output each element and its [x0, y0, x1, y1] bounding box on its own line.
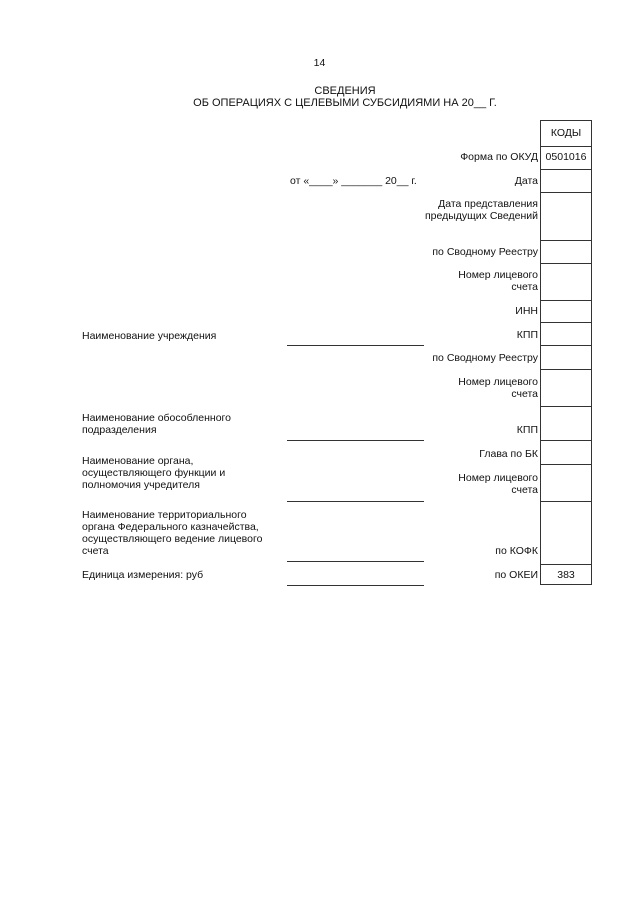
- page-subtitle: ОБ ОПЕРАЦИЯХ С ЦЕЛЕВЫМИ СУБСИДИЯМИ НА 20__ Г.: [193, 97, 497, 109]
- label-kpp-2: КПП: [516, 424, 538, 436]
- label-founder-body: Наименование органа, осуществляющего функции и полномочия учредителя: [82, 455, 226, 491]
- label-kofk: по КОФК: [495, 545, 538, 557]
- label-treasury-body: Наименование территориального органа Федерального казначейства, осуществляющего ведение лицевого счета: [82, 509, 263, 557]
- code-okud: 0501016: [545, 151, 587, 163]
- page-number: 14: [313, 57, 326, 69]
- page-title: СВЕДЕНИЯ: [314, 85, 376, 97]
- label-prev-date: Дата представления предыдущих Сведений: [424, 198, 538, 222]
- founder-body-fill-line[interactable]: [287, 501, 424, 502]
- label-svodny-reestr-1: по Сводному Реестру: [432, 246, 538, 258]
- label-date: Дата: [514, 175, 538, 187]
- label-account-3: Номер лицевого счета: [458, 472, 538, 496]
- label-inn: ИНН: [515, 305, 538, 317]
- institution-fill-line[interactable]: [287, 345, 424, 346]
- label-kpp-1: КПП: [516, 329, 538, 341]
- codes-header: КОДЫ: [550, 127, 582, 139]
- label-svodny-reestr-2: по Сводному Реестру: [432, 352, 538, 364]
- unit-fill-line[interactable]: [287, 585, 424, 586]
- date-line: от «____» _______ 20__ г.: [290, 175, 417, 187]
- label-subdivision: Наименование обособленного подразделения: [82, 412, 231, 436]
- subdivision-fill-line[interactable]: [287, 440, 424, 441]
- label-account-1: Номер лицевого счета: [458, 269, 538, 293]
- label-account-2: Номер лицевого счета: [458, 376, 538, 400]
- label-institution: Наименование учреждения: [82, 330, 217, 342]
- code-okei: 383: [557, 569, 575, 581]
- treasury-body-fill-line[interactable]: [287, 561, 424, 562]
- label-okei: по ОКЕИ: [494, 569, 538, 581]
- label-okud: Форма по ОКУД: [460, 151, 538, 163]
- label-unit: Единица измерения: руб: [82, 569, 204, 581]
- label-glava-bk: Глава по БК: [479, 448, 538, 460]
- codes-table: [540, 120, 592, 585]
